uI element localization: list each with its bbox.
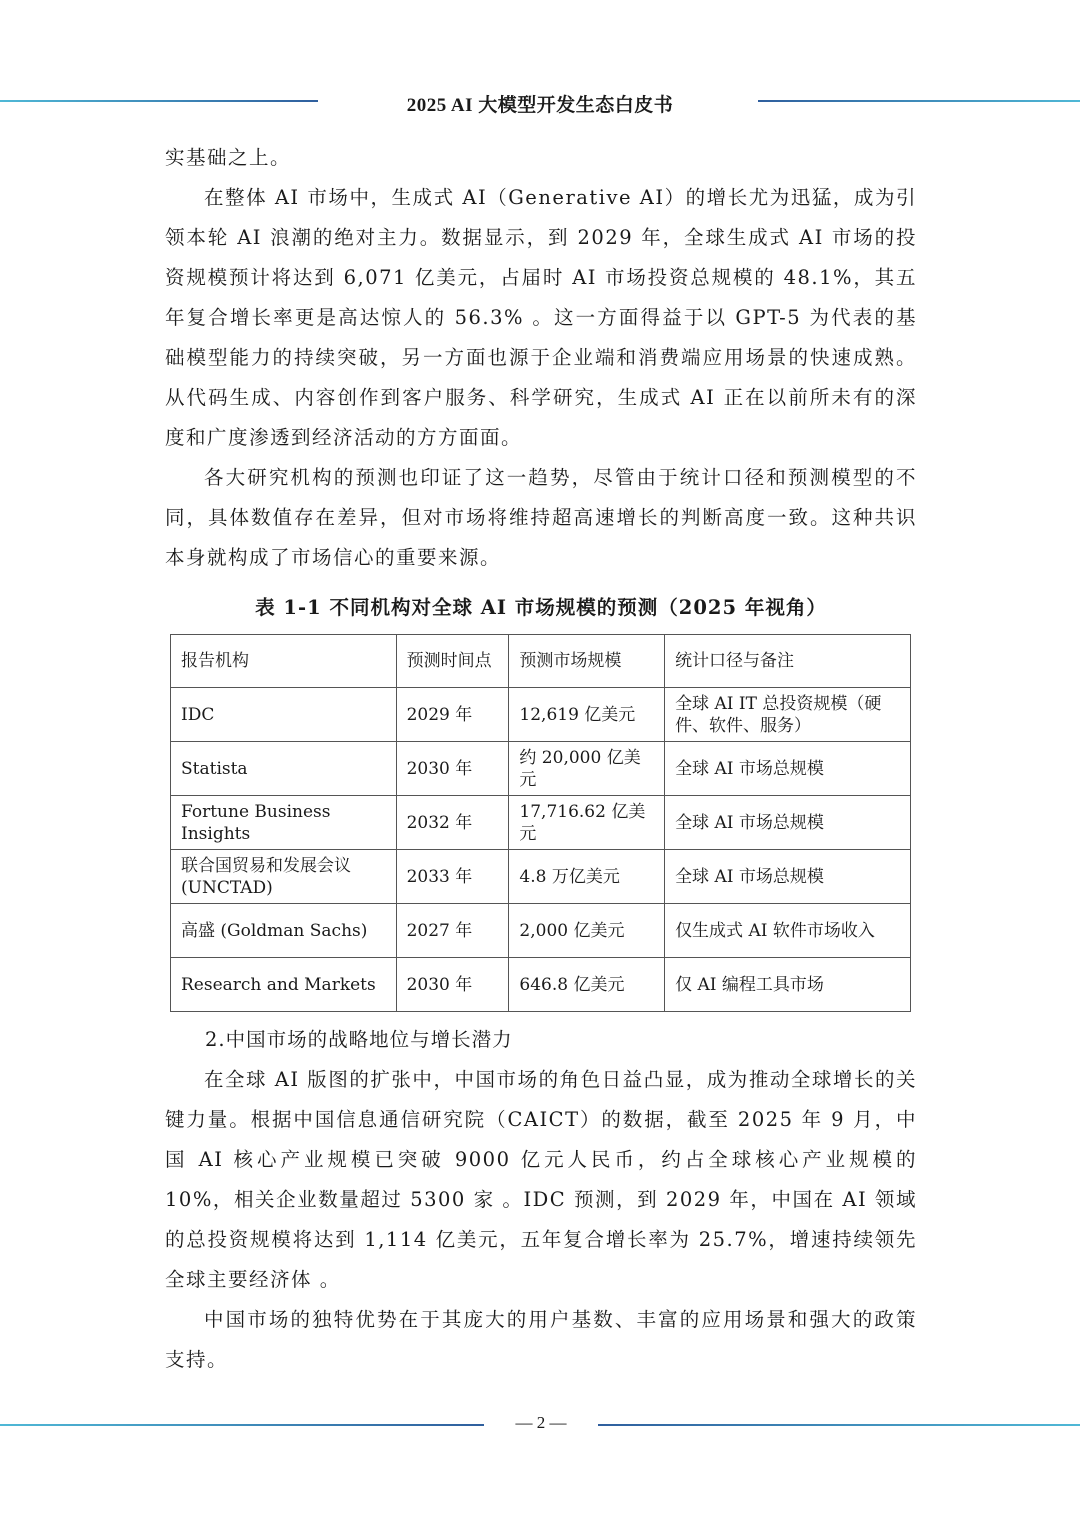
header-rule-right (758, 100, 1080, 102)
paragraph-generative-ai: 在整体 AI 市场中，生成式 AI（Generative AI）的增长尤为迅猛，成为引领本轮 AI 浪潮的绝对主力。数据显示，到 2029 年，全球生成式 AI 市场的投资规模预计将达到 6,071 亿美元，占届时 AI 市场投资总规模的 48.1%，其五年复合增长率更是高达惊人的 56.3% 。这一方面得益于以 GPT-5 为代表的基础模型能力的持续突破，另一方面也源于企业端和消费端应用场景的快速成熟。从代码生成、内容创作到客户服务、科学研究，生成式 AI 正在以前所未有的深度和广度渗透到经济活动的方方面面。 (165, 186, 917, 449)
table-cell: 2029 年 (396, 688, 509, 742)
table-row (171, 904, 911, 958)
table-cell: IDC (171, 688, 397, 742)
table-row (171, 850, 911, 904)
header-rule-left (0, 100, 318, 102)
table-header-cell: 预测市场规模 (509, 635, 665, 688)
footer-rule-right (598, 1424, 1080, 1426)
paragraph-china-market: 在全球 AI 版图的扩张中，中国市场的角色日益凸显，成为推动全球增长的关键力量。根据中国信息通信研究院（CAICT）的数据，截至 2025 年 9 月，中国 AI 核心产业规模已突破 9000 亿元人民币，约占全球核心产业规模的 10%，相关企业数量超过 5300 家 。IDC 预测，到 2029 年，中国在 AI 领域的总投资规模将达到 1,114 亿美元，五年复合增长率为 25.7%，增速持续领先全球主要经济体 。 (165, 1068, 917, 1291)
table-cell: 4.8 万亿美元 (509, 850, 665, 904)
table-row (171, 688, 911, 742)
table-cell: 仅生成式 AI 软件市场收入 (665, 904, 911, 958)
table-cell: 2030 年 (396, 958, 509, 1012)
table-cell: 2032 年 (396, 796, 509, 850)
forecast-table (170, 634, 911, 1012)
table-cell: 仅 AI 编程工具市场 (665, 958, 911, 1012)
table-cell: 646.8 亿美元 (509, 958, 665, 1012)
paragraph-forecast-consensus: 各大研究机构的预测也印证了这一趋势，尽管由于统计口径和预测模型的不同，具体数值存在差异，但对市场将维持超高速增长的判断高度一致。这种共识本身就构成了市场信心的重要来源。 (165, 466, 917, 569)
table-cell: 全球 AI 市场总规模 (665, 742, 911, 796)
page-body (165, 138, 917, 1380)
table-row (171, 958, 911, 1012)
section-heading: 2.中国市场的战略地位与增长潜力 (205, 1028, 513, 1051)
table-caption: 表 1-1 不同机构对全球 AI 市场规模的预测（2025 年视角） (255, 596, 827, 619)
table-header-row (171, 635, 911, 688)
footer-rule-left (0, 1424, 484, 1426)
page-number: — 2 — (515, 1413, 567, 1432)
table-cell: Fortune Business Insights (171, 796, 397, 850)
table-cell: 全球 AI IT 总投资规模（硬件、软件、服务） (665, 688, 911, 742)
table-header-cell: 报告机构 (171, 635, 397, 688)
table-cell: 2033 年 (396, 850, 509, 904)
table-cell: 高盛 (Goldman Sachs) (171, 904, 397, 958)
table-cell: Research and Markets (171, 958, 397, 1012)
table-cell: 联合国贸易和发展会议 (UNCTAD) (171, 850, 397, 904)
table-cell: 约 20,000 亿美元 (509, 742, 665, 796)
table-cell: 2,000 亿美元 (509, 904, 665, 958)
table-cell: 全球 AI 市场总规模 (665, 796, 911, 850)
table-header-cell: 预测时间点 (396, 635, 509, 688)
table-cell: 12,619 亿美元 (509, 688, 665, 742)
table-cell: Statista (171, 742, 397, 796)
document-title: 2025 AI 大模型开发生态白皮书 (406, 95, 674, 116)
paragraph-continuation: 实基础之上。 (165, 146, 292, 169)
paragraph-china-advantage: 中国市场的独特优势在于其庞大的用户基数、丰富的应用场景和强大的政策支持。 (165, 1308, 917, 1371)
table-cell: 17,716.62 亿美元 (509, 796, 665, 850)
table-cell: 2027 年 (396, 904, 509, 958)
table-header-cell: 统计口径与备注 (665, 635, 911, 688)
table-cell: 全球 AI 市场总规模 (665, 850, 911, 904)
table-cell: 2030 年 (396, 742, 509, 796)
table-row (171, 742, 911, 796)
table-row (171, 796, 911, 850)
